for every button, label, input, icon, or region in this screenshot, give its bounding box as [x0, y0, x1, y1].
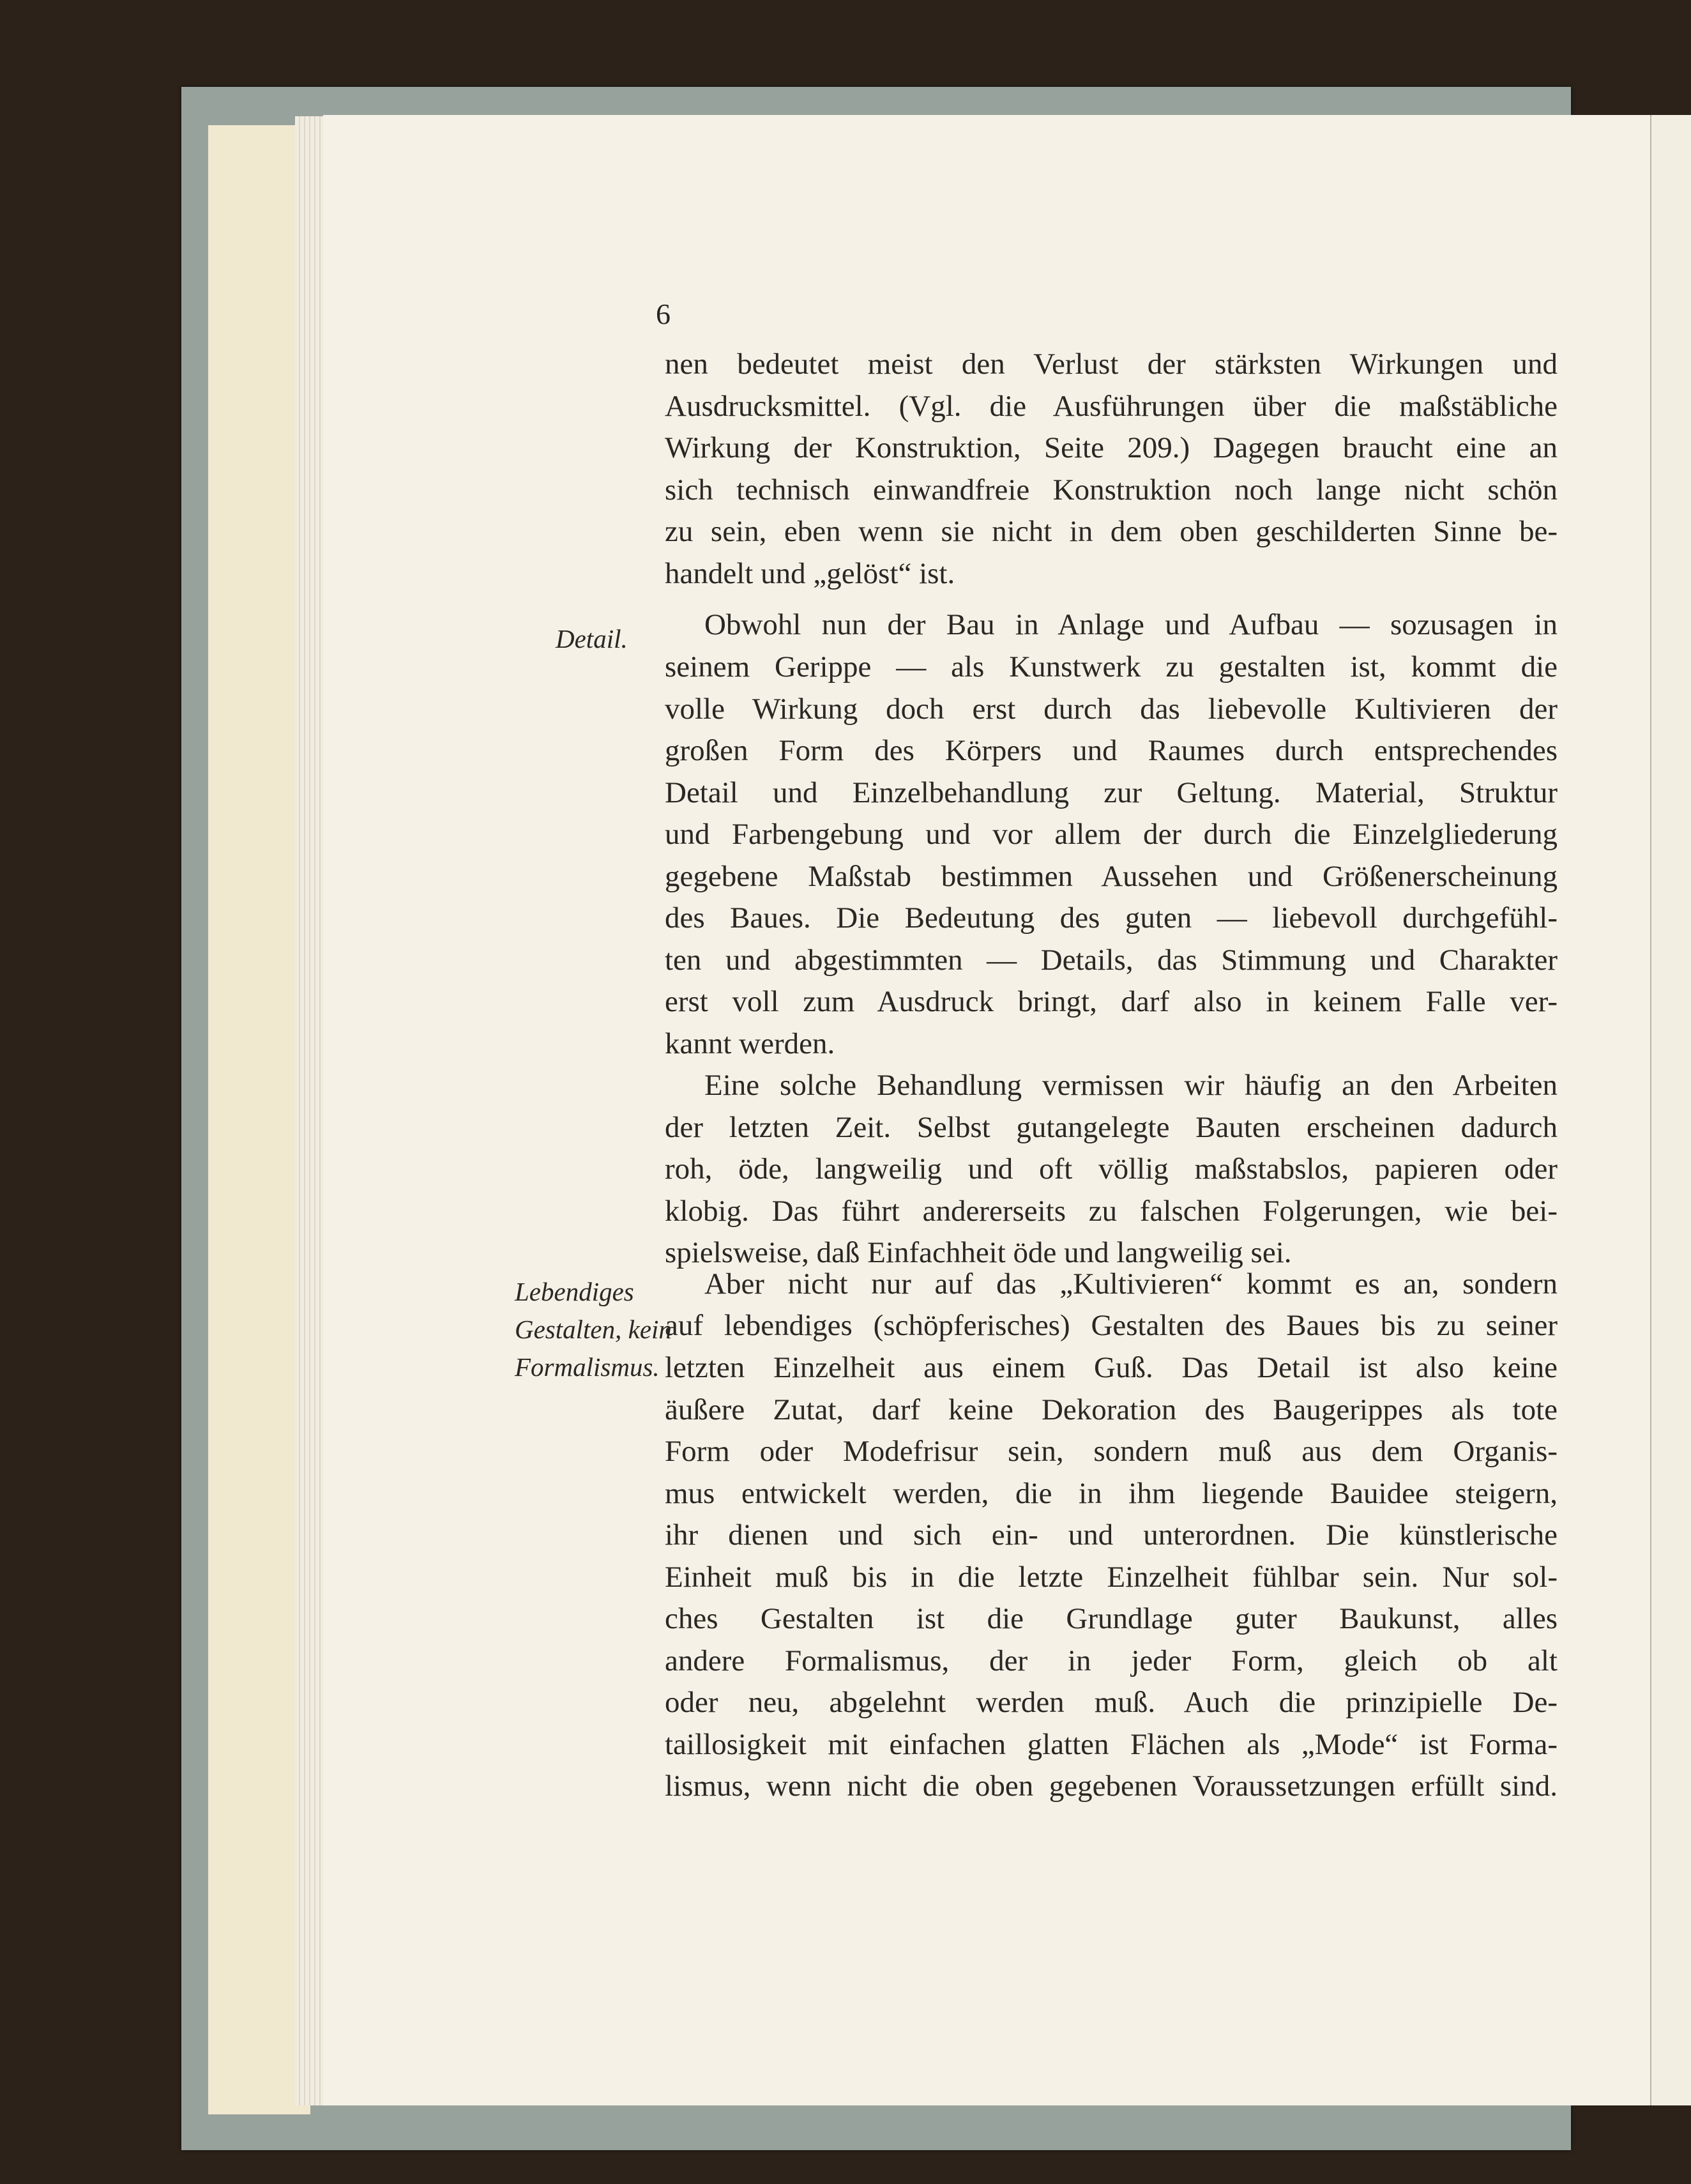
text-line: Detail und Einzelbehandlung zur Geltung. Material, Struktur [665, 776, 1558, 809]
text-line: erst voll zum Ausdruck bringt, darf also in keinem Falle ver- [665, 985, 1558, 1018]
text-line: des Baues. Die Bedeutung des guten — liebevoll durchgefühl- [665, 901, 1558, 935]
text-line: und Farbengebung und vor allem der durch die Einzelgliederung [665, 818, 1558, 851]
text-line: großen Form des Körpers und Raumes durch entsprechendes [665, 734, 1558, 767]
text-line: oder neu, abgelehnt werden muß. Auch die prinzipielle De- [665, 1686, 1558, 1719]
margin-note-gestalten: Gestalten, kein [515, 1315, 672, 1344]
text-line: volle Wirkung doch erst durch das liebevolle Kultivieren der [665, 692, 1558, 726]
text-line: Form oder Modefrisur sein, sondern muß aus dem Organis- [665, 1435, 1558, 1468]
text-line: mus entwickelt werden, die in ihm liegende Bauidee steigern, [665, 1477, 1558, 1510]
text-line: zu sein, eben wenn sie nicht in dem oben geschilderten Sinne be- [665, 515, 1558, 548]
text-line: gegebene Maßstab bestimmen Aussehen und Größenerscheinung [665, 860, 1558, 893]
text-line: Ausdrucksmittel. (Vgl. die Ausführungen über die maßstäbliche [665, 390, 1558, 423]
text-line: Wirkung der Konstruktion, Seite 209.) Dagegen braucht eine an [665, 431, 1558, 464]
text-line: Obwohl nun der Bau in Anlage und Aufbau — sozusagen in [704, 608, 1558, 641]
margin-note-lebendiges: Lebendiges [515, 1277, 634, 1306]
text-line: Eine solche Behandlung vermissen wir häufig an den Arbeiten [704, 1069, 1558, 1102]
text-line: handelt und „gelöst“ ist. [665, 557, 955, 590]
text-line: letzten Einzelheit aus einem Guß. Das Detail ist also keine [665, 1351, 1558, 1384]
facing-page-edge [1650, 115, 1691, 2105]
margin-note-formalismus: Formalismus. [515, 1352, 660, 1382]
text-line: der letzten Zeit. Selbst gutangelegte Bauten erscheinen dadurch [665, 1111, 1558, 1144]
text-line: Aber nicht nur auf das „Kultivieren“ kommt es an, sondern [704, 1267, 1558, 1301]
text-line: nen bedeutet meist den Verlust der stärksten Wirkungen und [665, 347, 1558, 381]
page-number: 6 [656, 298, 671, 330]
text-line: äußere Zutat, darf keine Dekoration des Baugerippes als tote [665, 1393, 1558, 1426]
text-line: kannt werden. [665, 1027, 835, 1060]
text-line: lismus, wenn nicht die oben gegebenen Voraussetzungen erfüllt sind. [665, 1769, 1558, 1803]
text-line: ihr dienen und sich ein- und unterordnen. Die künstlerische [665, 1518, 1558, 1552]
text-line: spielsweise, daß Einfachheit öde und langweilig sei. [665, 1236, 1292, 1269]
text-line: taillosigkeit mit einfachen glatten Flächen als „Mode“ ist Forma- [665, 1728, 1558, 1761]
text-line: sich technisch einwandfreie Konstruktion noch lange nicht schön [665, 473, 1558, 507]
text-line: klobig. Das führt andererseits zu falschen Folgerungen, wie bei- [665, 1195, 1558, 1228]
margin-note-detail: Detail. [556, 624, 628, 653]
text-line: seinem Gerippe — als Kunstwerk zu gestalten ist, kommt die [665, 650, 1558, 683]
text-line: auf lebendiges (schöpferisches) Gestalten des Baues bis zu seiner [665, 1309, 1558, 1342]
text-line: ten und abgestimmten — Details, das Stimmung und Charakter [665, 943, 1558, 977]
text-line: ches Gestalten ist die Grundlage guter Baukunst, alles [665, 1602, 1558, 1635]
text-line: roh, öde, langweilig und oft völlig maßstabslos, papieren oder [665, 1152, 1558, 1186]
text-line: Einheit muß bis in die letzte Einzelheit fühlbar sein. Nur sol- [665, 1561, 1558, 1594]
text-line: andere Formalismus, der in jeder Form, gleich ob alt [665, 1644, 1558, 1677]
